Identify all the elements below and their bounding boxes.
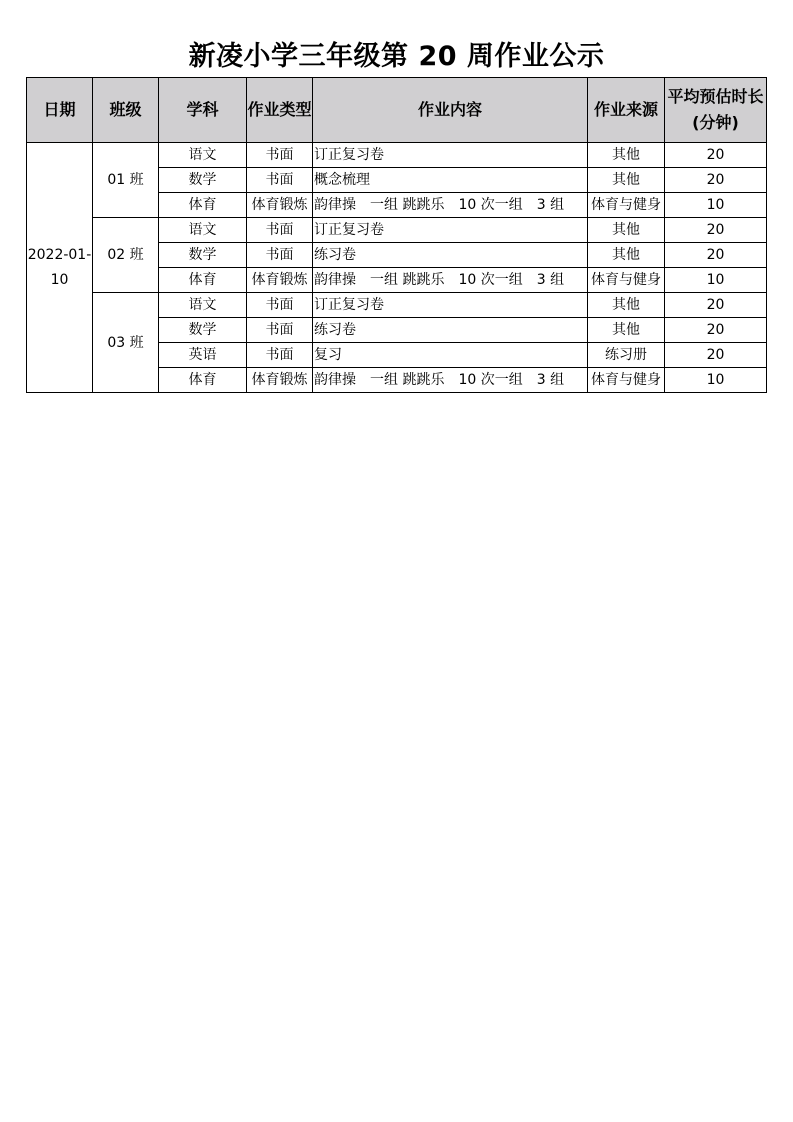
time-cell: 20 [665, 168, 767, 193]
subject-cell: 体育 [159, 368, 247, 393]
type-cell: 书面 [247, 318, 313, 343]
subject-cell: 体育 [159, 268, 247, 293]
content-cell: 复习 [313, 343, 588, 368]
content-cell: 韵律操 一组 跳跳乐 10 次一组 3 组 [313, 268, 588, 293]
table-row [27, 218, 767, 243]
source-cell: 体育与健身 [588, 368, 665, 393]
time-cell: 20 [665, 293, 767, 318]
subject-cell: 语文 [159, 218, 247, 243]
header-content: 作业内容 [313, 78, 588, 143]
subject-cell: 体育 [159, 193, 247, 218]
content-cell: 订正复习卷 [313, 293, 588, 318]
type-cell: 书面 [247, 218, 313, 243]
source-cell: 其他 [588, 168, 665, 193]
source-cell: 其他 [588, 143, 665, 168]
time-cell: 10 [665, 193, 767, 218]
content-cell: 韵律操 一组 跳跳乐 10 次一组 3 组 [313, 193, 588, 218]
table-row [27, 293, 767, 318]
page-title: 新凌小学三年级第 20 周作业公示 [188, 41, 605, 72]
time-cell: 20 [665, 218, 767, 243]
content-cell: 订正复习卷 [313, 218, 588, 243]
subject-cell: 数学 [159, 243, 247, 268]
type-cell: 书面 [247, 143, 313, 168]
content-cell: 订正复习卷 [313, 143, 588, 168]
subject-cell: 语文 [159, 143, 247, 168]
time-cell: 10 [665, 268, 767, 293]
source-cell: 体育与健身 [588, 193, 665, 218]
subject-cell: 语文 [159, 293, 247, 318]
header-time: 平均预估时长(分钟) [665, 78, 767, 143]
time-cell: 20 [665, 143, 767, 168]
header-class: 班级 [93, 78, 159, 143]
type-cell: 书面 [247, 343, 313, 368]
source-cell: 练习册 [588, 343, 665, 368]
time-cell: 20 [665, 318, 767, 343]
header-subject: 学科 [159, 78, 247, 143]
source-cell: 其他 [588, 293, 665, 318]
table-row [27, 143, 767, 168]
source-cell: 其他 [588, 318, 665, 343]
source-cell: 其他 [588, 218, 665, 243]
subject-cell: 数学 [159, 168, 247, 193]
type-cell: 书面 [247, 168, 313, 193]
time-cell: 20 [665, 343, 767, 368]
header-date: 日期 [27, 78, 93, 143]
source-cell: 其他 [588, 243, 665, 268]
class-cell: 02 班 [93, 218, 159, 293]
type-cell: 书面 [247, 243, 313, 268]
date-cell: 2022-01-10 [27, 143, 93, 393]
content-cell: 练习卷 [313, 318, 588, 343]
subject-cell: 数学 [159, 318, 247, 343]
content-cell: 韵律操 一组 跳跳乐 10 次一组 3 组 [313, 368, 588, 393]
time-cell: 20 [665, 243, 767, 268]
type-cell: 体育锻炼 [247, 368, 313, 393]
header-type: 作业类型 [247, 78, 313, 143]
content-cell: 练习卷 [313, 243, 588, 268]
header-row [27, 78, 767, 143]
type-cell: 体育锻炼 [247, 268, 313, 293]
time-cell: 10 [665, 368, 767, 393]
content-cell: 概念梳理 [313, 168, 588, 193]
type-cell: 体育锻炼 [247, 193, 313, 218]
type-cell: 书面 [247, 293, 313, 318]
header-source: 作业来源 [588, 78, 665, 143]
class-cell: 01 班 [93, 143, 159, 218]
class-cell: 03 班 [93, 293, 159, 393]
homework-table [26, 77, 767, 393]
subject-cell: 英语 [159, 343, 247, 368]
source-cell: 体育与健身 [588, 268, 665, 293]
